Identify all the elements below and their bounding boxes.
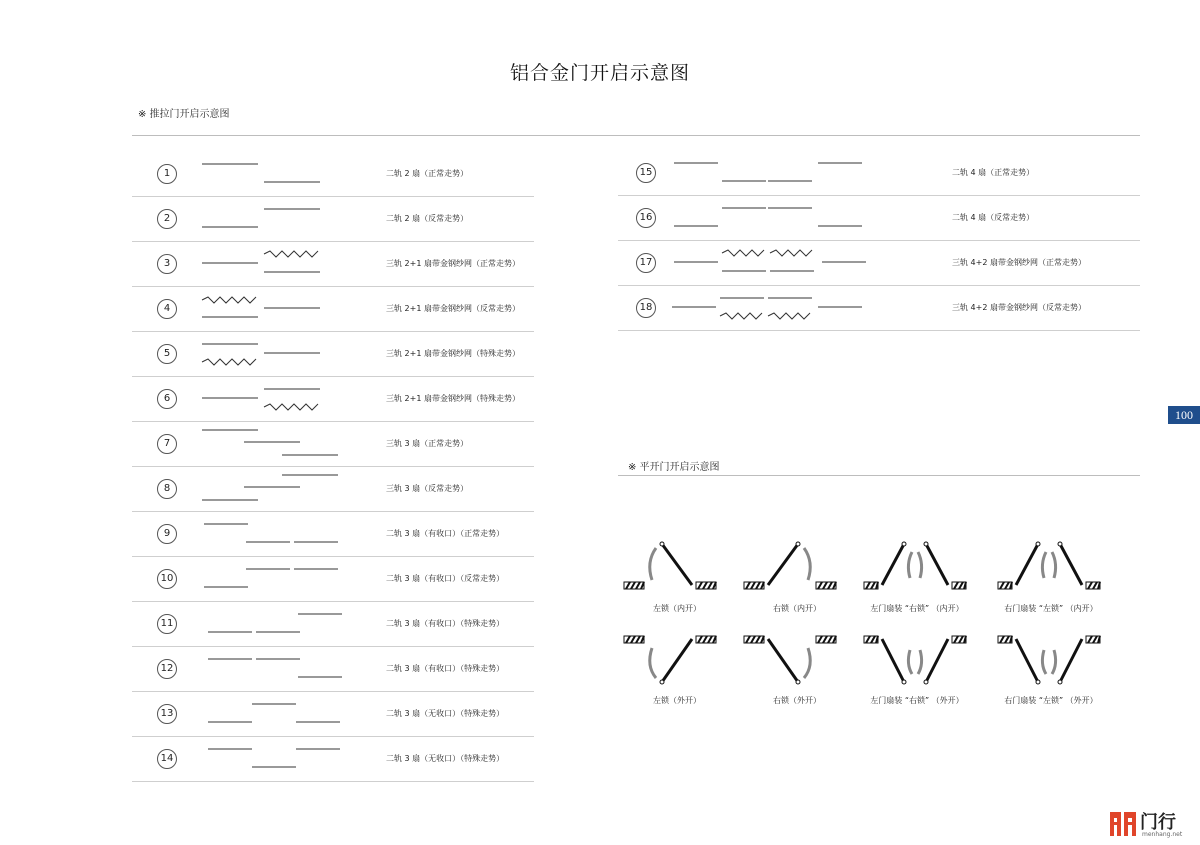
screen-net-track xyxy=(720,313,762,319)
swing-door-label: 左锁（内开） xyxy=(653,604,701,613)
track-diagram xyxy=(132,422,392,466)
swing-door-diagram xyxy=(996,630,1106,690)
brand-logo xyxy=(1108,808,1198,840)
item-label: 二轨 4 扇（反常走势） xyxy=(952,213,1035,222)
screen-net-track xyxy=(264,404,318,410)
swing-arrow xyxy=(650,648,656,678)
swing-door-diagram xyxy=(622,630,732,690)
list-item xyxy=(132,737,534,782)
track-diagram xyxy=(618,241,878,285)
swing-door-diagram xyxy=(996,538,1106,598)
item-label: 二轨 3 扇（有收口）（反常走势） xyxy=(386,574,505,583)
wall-section xyxy=(864,636,878,643)
item-number: 4 xyxy=(157,299,177,319)
list-item xyxy=(132,467,534,512)
track-diagram xyxy=(618,286,878,330)
swing-door-label: 右门扇装 “左锁” （外开） xyxy=(1004,696,1098,705)
list-item xyxy=(132,152,534,197)
item-label: 二轨 3 扇（无收口）（特殊走势） xyxy=(386,709,505,718)
list-item xyxy=(132,422,534,467)
page-number-tab: 100 xyxy=(1168,406,1200,424)
wall-section xyxy=(696,582,716,589)
swing-door-label: 右锁（外开） xyxy=(773,696,821,705)
item-number: 2 xyxy=(157,209,177,229)
item-label: 二轨 3 扇（有收口）（正常走势） xyxy=(386,529,505,538)
list-item xyxy=(132,557,534,602)
swing-door-label: 左锁（外开） xyxy=(653,696,701,705)
wall-section xyxy=(816,636,836,643)
track-diagram xyxy=(132,152,392,196)
screen-net-track xyxy=(768,313,810,319)
track-diagram xyxy=(132,467,392,511)
swing-door-diagram xyxy=(862,538,972,598)
door-handle xyxy=(1058,680,1062,684)
screen-net-track xyxy=(770,250,812,256)
item-number: 8 xyxy=(157,479,177,499)
list-item xyxy=(132,647,534,692)
screen-net-track xyxy=(722,250,764,256)
item-number: 13 xyxy=(157,704,177,724)
item-number: 5 xyxy=(157,344,177,364)
item-label: 三轨 2+1 扇带金钢纱网（反常走势） xyxy=(386,304,520,313)
section-divider xyxy=(132,135,1140,136)
wall-section xyxy=(952,582,966,589)
door-leaf xyxy=(926,544,948,585)
track-diagram xyxy=(132,692,392,736)
item-number: 9 xyxy=(157,524,177,544)
list-item xyxy=(132,692,534,737)
door-handle xyxy=(924,680,928,684)
wall-section xyxy=(744,636,764,643)
item-label: 二轨 4 扇（正常走势） xyxy=(952,168,1035,177)
swing-door-label: 左门扇装 “右锁” （外开） xyxy=(870,696,964,705)
track-diagram xyxy=(132,557,392,601)
item-number: 17 xyxy=(636,253,656,273)
door-leaf xyxy=(1016,544,1038,585)
item-label: 三轨 2+1 扇带金钢纱网（正常走势） xyxy=(386,259,520,268)
brand-domain: menhang.net xyxy=(1142,831,1183,838)
screen-net-track xyxy=(202,359,256,365)
door-leaf xyxy=(1060,639,1082,682)
list-item xyxy=(132,287,534,332)
item-label: 三轨 2+1 扇带金钢纱网（特殊走势） xyxy=(386,394,520,403)
item-label: 二轨 3 扇（无收口）（特殊走势） xyxy=(386,754,505,763)
door-leaf xyxy=(768,639,798,682)
item-label: 三轨 3 扇（反常走势） xyxy=(386,484,469,493)
wall-section xyxy=(1086,636,1100,643)
track-diagram xyxy=(618,151,878,195)
swing-door-diagram xyxy=(622,538,732,598)
wall-section xyxy=(696,636,716,643)
page-title: 铝合金门开启示意图 xyxy=(509,62,690,84)
item-number: 15 xyxy=(636,163,656,183)
swing-arrow xyxy=(918,650,922,674)
swing-door-diagram xyxy=(742,538,852,598)
wall-section xyxy=(624,582,644,589)
item-label: 二轨 2 扇（正常走势） xyxy=(386,169,469,178)
track-diagram xyxy=(132,377,392,421)
track-diagram xyxy=(618,196,878,240)
item-number: 10 xyxy=(157,569,177,589)
item-number: 3 xyxy=(157,254,177,274)
wall-section xyxy=(952,636,966,643)
swing-arrow xyxy=(1042,650,1046,674)
swing-door-diagram xyxy=(862,630,972,690)
screen-net-track xyxy=(202,297,256,303)
wall-section xyxy=(744,582,764,589)
door-handle xyxy=(796,542,800,546)
item-label: 三轨 3 扇（正常走势） xyxy=(386,439,469,448)
track-diagram xyxy=(132,242,392,286)
swing-door-label: 右锁（内开） xyxy=(773,604,821,613)
list-item xyxy=(132,197,534,242)
track-diagram xyxy=(132,287,392,331)
swing-arrow xyxy=(918,552,922,578)
list-item xyxy=(132,512,534,557)
swing-door-label: 右门扇装 “左锁” （内开） xyxy=(1004,604,1098,613)
brand-name: 门行 xyxy=(1140,812,1176,833)
item-label: 三轨 2+1 扇带金钢纱网（特殊走势） xyxy=(386,349,520,358)
track-diagram xyxy=(132,332,392,376)
wall-section xyxy=(864,582,878,589)
item-number: 14 xyxy=(157,749,177,769)
item-label: 二轨 2 扇（反常走势） xyxy=(386,214,469,223)
door-handle xyxy=(660,680,664,684)
list-item xyxy=(132,602,534,647)
door-handle xyxy=(902,680,906,684)
item-number: 6 xyxy=(157,389,177,409)
door-leaf xyxy=(768,544,798,585)
brand-logo-icon xyxy=(1108,808,1138,838)
door-handle xyxy=(660,542,664,546)
door-handle xyxy=(1036,542,1040,546)
item-number: 1 xyxy=(157,164,177,184)
swing-arrow xyxy=(908,552,912,578)
list-item xyxy=(618,196,1140,241)
list-item xyxy=(618,286,1140,331)
swing-arrow xyxy=(804,548,810,580)
sliding-section-title: ※ 推拉门开启示意图 xyxy=(138,109,230,120)
wall-section xyxy=(998,582,1012,589)
item-number: 7 xyxy=(157,434,177,454)
swing-door-label: 左门扇装 “右锁” （内开） xyxy=(870,604,964,613)
item-number: 16 xyxy=(636,208,656,228)
wall-section xyxy=(998,636,1012,643)
wall-section xyxy=(1086,582,1100,589)
door-handle xyxy=(1036,680,1040,684)
door-leaf xyxy=(1060,544,1082,585)
door-leaf xyxy=(882,544,904,585)
door-handle xyxy=(902,542,906,546)
item-label: 三轨 4+2 扇带金钢纱网（反常走势） xyxy=(952,303,1086,312)
item-label: 二轨 3 扇（有收口）（特殊走势） xyxy=(386,664,505,673)
door-leaf xyxy=(1016,639,1038,682)
swing-section-title: ※ 平开门开启示意图 xyxy=(628,462,720,473)
track-diagram xyxy=(132,647,392,691)
door-leaf xyxy=(662,639,692,682)
swing-arrow xyxy=(1042,552,1046,578)
swing-arrow xyxy=(1052,552,1056,578)
item-label: 二轨 3 扇（有收口）（特殊走势） xyxy=(386,619,505,628)
door-leaf xyxy=(662,544,692,585)
swing-arrow xyxy=(804,648,810,678)
swing-arrow xyxy=(1052,650,1056,674)
door-leaf xyxy=(926,639,948,682)
item-number: 18 xyxy=(636,298,656,318)
track-diagram xyxy=(132,602,392,646)
door-handle xyxy=(796,680,800,684)
door-leaf xyxy=(882,639,904,682)
swing-arrow xyxy=(908,650,912,674)
swing-door-diagram xyxy=(742,630,852,690)
list-item xyxy=(618,241,1140,286)
list-item xyxy=(618,151,1140,196)
track-diagram xyxy=(132,197,392,241)
wall-section xyxy=(624,636,644,643)
item-number: 11 xyxy=(157,614,177,634)
item-number: 12 xyxy=(157,659,177,679)
track-diagram xyxy=(132,512,392,556)
list-item xyxy=(132,377,534,422)
screen-net-track xyxy=(264,251,318,257)
swing-section-divider xyxy=(618,475,1140,476)
swing-arrow xyxy=(650,548,656,580)
door-handle xyxy=(924,542,928,546)
door-handle xyxy=(1058,542,1062,546)
wall-section xyxy=(816,582,836,589)
track-diagram xyxy=(132,737,392,781)
list-item xyxy=(132,242,534,287)
list-item xyxy=(132,332,534,377)
item-label: 三轨 4+2 扇带金钢纱网（正常走势） xyxy=(952,258,1086,267)
